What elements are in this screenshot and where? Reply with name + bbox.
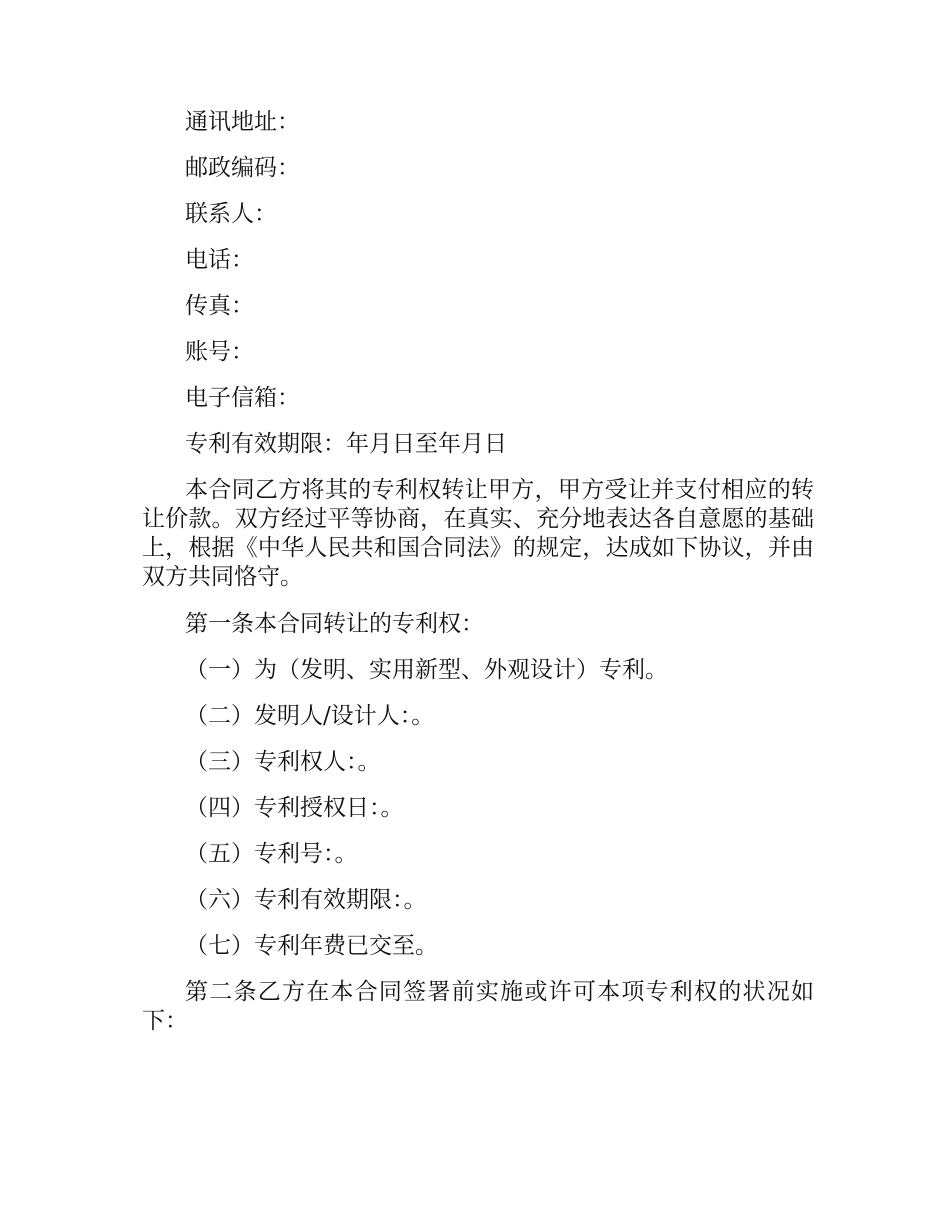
field-contact: 联系人： <box>185 201 277 227</box>
article1-item: （六）专利有效期限：。 <box>185 887 427 913</box>
field-postcode: 邮政编码： <box>185 155 300 181</box>
article1-title: 第一条本合同转让的专利权： <box>185 611 484 637</box>
article1-item: （三）专利权人：。 <box>185 749 381 775</box>
field-phone: 电话： <box>185 247 254 273</box>
field-account: 账号： <box>185 339 254 365</box>
article1-item: （二）发明人/设计人：。 <box>185 703 435 729</box>
article1-item: （五）专利号：。 <box>185 841 358 867</box>
field-address: 通讯地址： <box>185 109 300 135</box>
document-body <box>142 110 814 1056</box>
intro-paragraph: 本合同乙方将其的专利权转让甲方，甲方受让并支付相应的转让价款。双方经过平等协商，在真实、充分地表达各自意愿的基础上，根据《中华人民共和国合同法》的规定，达成如下协议，并由双方共同恪守。 <box>142 477 814 590</box>
field-fax: 传真： <box>185 293 254 319</box>
article1-item: （一）为（发明、实用新型、外观设计）专利。 <box>185 657 668 683</box>
field-validity-period: 专利有效期限：年月日至年月日 <box>185 431 507 457</box>
article1-item: （四）专利授权日：。 <box>185 795 404 821</box>
field-email: 电子信箱： <box>185 385 300 411</box>
article1-item: （七）专利年费已交至。 <box>185 933 438 959</box>
article2-paragraph: 第二条乙方在本合同签署前实施或许可本项专利权的状况如下： <box>142 979 814 1034</box>
